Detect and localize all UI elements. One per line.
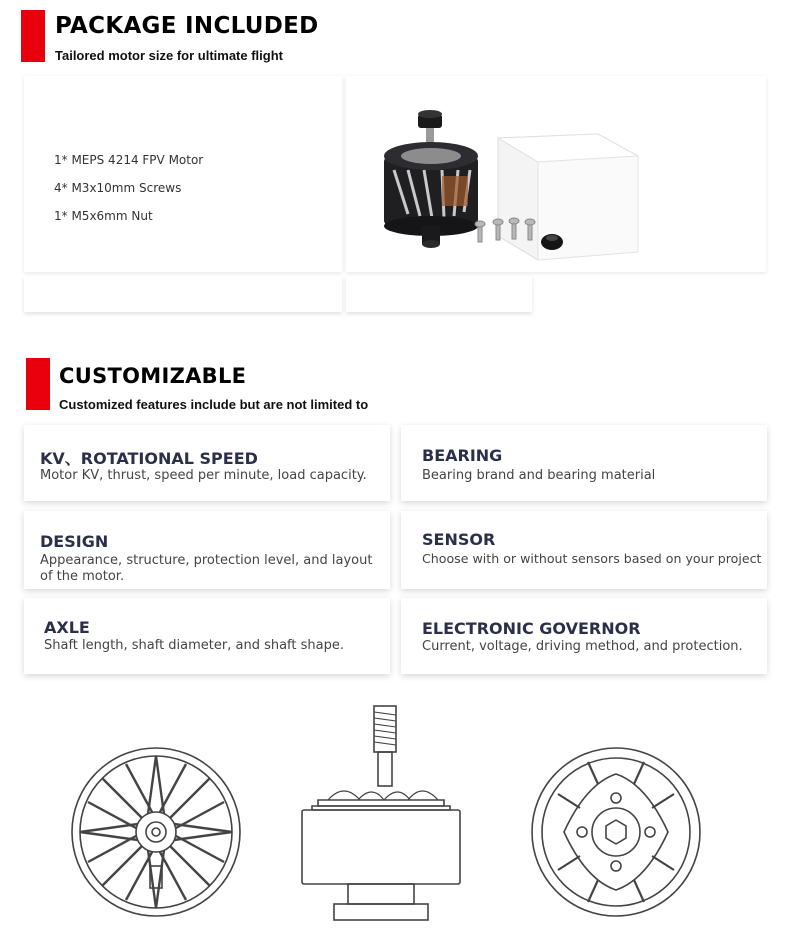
custom-subtitle: Customized features include but are not limited to — [59, 397, 369, 412]
feature-card-axle — [24, 598, 390, 674]
motor-front-view-drawing — [68, 744, 244, 920]
package-title: PACKAGE INCLUDED — [55, 13, 319, 39]
feature-title-design: DESIGN — [40, 532, 109, 551]
package-contents-photo — [346, 76, 766, 272]
package-accent-bar — [21, 10, 45, 62]
feature-card-esc — [401, 598, 767, 674]
feature-desc-design: Appearance, structure, protection level, and layout of the motor. — [40, 553, 373, 584]
custom-accent-bar — [26, 358, 50, 410]
package-list-card-footer — [24, 276, 342, 312]
feature-title-esc: ELECTRONIC GOVERNOR — [422, 619, 641, 638]
feature-title-sensor: SENSOR — [422, 530, 496, 549]
custom-title: CUSTOMIZABLE — [59, 364, 247, 388]
feature-desc-axle: Shaft length, shaft diameter, and shaft shape. — [44, 638, 344, 653]
feature-card-kv — [24, 425, 390, 501]
motor-side-view-drawing — [298, 702, 464, 924]
package-photo-card-footer — [346, 276, 532, 312]
feature-desc-esc: Current, voltage, driving method, and protection. — [422, 639, 743, 654]
feature-desc-sensor: Choose with or without sensors based on your project — [422, 551, 762, 566]
feature-title-kv: KV、ROTATIONAL SPEED — [40, 449, 258, 468]
package-list-card — [24, 76, 342, 272]
feature-title-axle: AXLE — [44, 618, 90, 637]
package-item-screws: 4* M3x10mm Screws — [54, 181, 182, 195]
feature-title-bearing: BEARING — [422, 446, 503, 465]
package-photo-card — [346, 76, 766, 272]
feature-desc-bearing: Bearing brand and bearing material — [422, 468, 656, 483]
feature-card-bearing — [401, 425, 767, 501]
motor-rear-view-drawing — [528, 744, 704, 920]
feature-desc-kv: Motor KV, thrust, speed per minute, load capacity. — [40, 468, 367, 483]
package-item-nut: 1* M5x6mm Nut — [54, 209, 153, 223]
package-subtitle: Tailored motor size for ultimate flight — [55, 48, 283, 63]
package-item-motor: 1* MEPS 4214 FPV Motor — [54, 153, 204, 167]
feature-card-design — [24, 511, 390, 589]
feature-card-sensor — [401, 511, 767, 589]
